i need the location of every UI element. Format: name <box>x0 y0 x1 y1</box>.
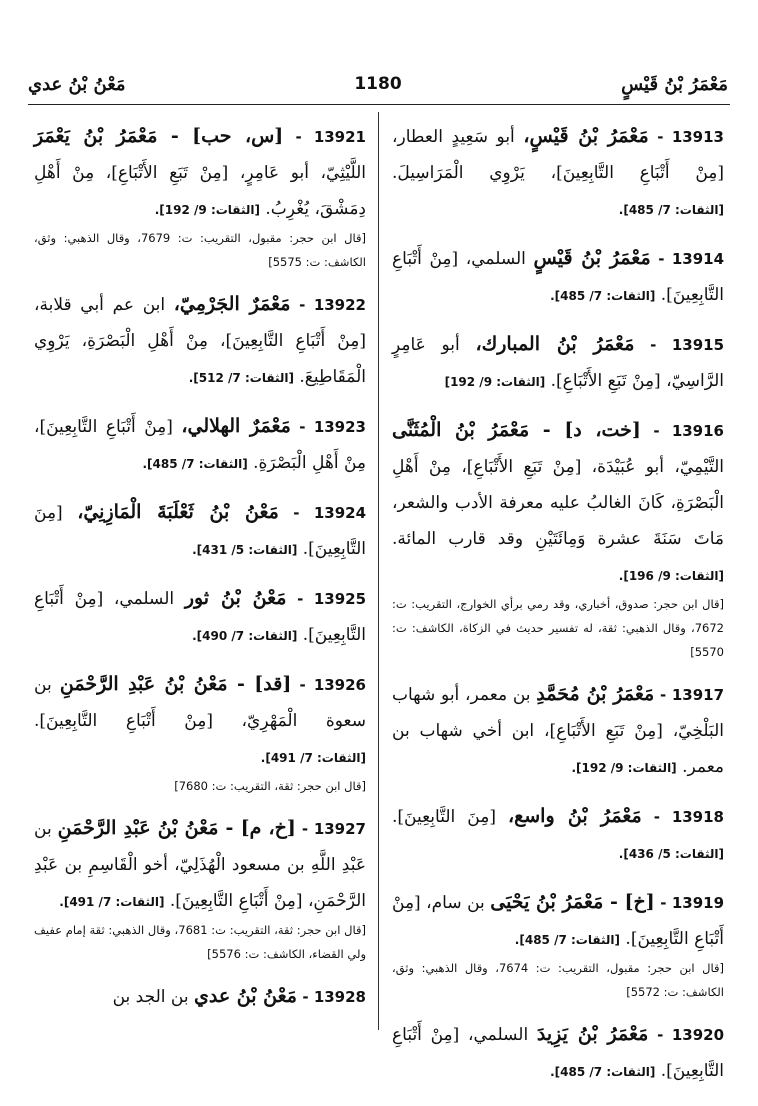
entry-number: 13915 - <box>650 336 725 354</box>
right-column <box>392 118 724 1102</box>
entry-number: 13914 - <box>658 250 725 268</box>
biography-entry <box>392 118 724 228</box>
source-reference: [الثقات: 9/ 196]. <box>618 569 724 583</box>
source-reference: [الثقات: 7/ 485]. <box>550 1065 656 1079</box>
narrator-name: [خ، م] - مَعْنُ بْنُ عَبْدِ الرَّحْمَنِ <box>57 817 296 839</box>
biography-entry <box>34 666 366 798</box>
header-right-entry: مَعْمَرُ بْنُ قَيْسٍ <box>621 74 728 95</box>
source-reference: [الثقات: 7/ 491]. <box>260 751 366 765</box>
running-header <box>28 74 728 104</box>
entry-number: 13926 - <box>299 676 366 694</box>
narrator-name: [خ] - مَعْمَرُ بْنُ يَحْيَى <box>490 891 655 913</box>
biography-entry <box>392 412 724 664</box>
biography-entry <box>392 1016 724 1090</box>
entry-text: [مِنَ التَّابِعِينَ]. <box>392 807 496 827</box>
entry-number: 13924 - <box>293 504 367 522</box>
entry-text: بن الجد بن <box>112 987 189 1007</box>
entry-number: 13921 - <box>295 128 366 146</box>
entry-text: بن سعوة الْمَهْرِيّ، [مِنْ أَتْبَاعِ التَّابِعِينَ]. <box>34 675 366 731</box>
narrator-name: مَعْمَرُ بْنُ مُحَمَّدِ <box>536 683 655 705</box>
entry-text: السلمي، [مِنْ أَتْبَاعِ التَّابِعِينَ]. <box>392 1025 724 1081</box>
column-divider <box>378 112 379 1030</box>
biography-entry <box>392 326 724 400</box>
entry-text: السلمي، [مِنْ أَتْبَاعِ التَّابِعِينَ]. <box>392 249 724 305</box>
source-reference: [الثقات: 7/ 490]. <box>192 629 298 643</box>
header-left-entry: مَعْنُ بْنُ عدي <box>28 74 126 95</box>
entry-text: بن معمر، أبو شهاب البَلْخِيّ، [مِنْ تَبَعِ الأَتْبَاعِ]، ابن أخي شهاب بن معمر. <box>392 685 724 777</box>
left-column <box>34 118 366 1027</box>
entry-number: 13920 - <box>657 1026 725 1044</box>
footnote: [قال ابن حجر: صدوق، أخباري، وقد رمي برأي الخوارج، التقريب: ت: 7672، وقال الذهبي: ثقة، له تفسير حديث في الزكاة، الكاشف: ت: 5570] <box>392 597 724 659</box>
entry-number: 13913 - <box>657 128 724 146</box>
entry-text: [مِنْ أَتْبَاعِ التَّابِعِينَ]، مِنْ أَهْلِ الْبَصْرَةِ. <box>34 417 366 473</box>
biography-entry <box>392 884 724 1004</box>
entry-text: بن سام، [مِنْ أَتْبَاعِ التَّابِعِينَ]. <box>392 893 724 949</box>
narrator-name: مَعْنُ بْنُ ثور <box>184 587 287 609</box>
entry-text: أبو عَامِرٍ الرَّاسِيّ، [مِنْ تَبَعِ الأَتْبَاعِ]. <box>392 335 724 391</box>
narrator-name: [خت، د] - مَعْمَرُ بْنُ الْمُثَنَّى <box>392 419 641 441</box>
source-reference: [الثقات: 9/ 192] <box>444 375 546 389</box>
narrator-name: مَعْمَرُ بْنُ المبارك، <box>475 333 635 355</box>
entry-text: [مِنَ التَّابِعِينَ]. <box>34 503 366 559</box>
source-reference: [الثقات: 7/ 485]. <box>550 289 656 303</box>
footnote: [قال ابن حجر: ثقة، التقريب: ت: 7680] <box>174 779 366 793</box>
narrator-name: [قد] - مَعْنُ بْنُ عَبْدِ الرَّحْمَنِ <box>59 673 292 695</box>
source-reference: [الثقات: 7/ 485]. <box>618 203 724 217</box>
entry-number: 13927 - <box>301 820 366 838</box>
entry-number: 13917 - <box>660 686 725 704</box>
source-reference: [الثقات: 7/ 491]. <box>59 895 165 909</box>
header-rule <box>28 104 730 105</box>
entry-number: 13916 - <box>653 422 724 440</box>
narrator-name: [س، حب] - مَعْمَرُ بْنُ يَعْمَرَ <box>34 125 284 147</box>
footnote: [قال ابن حجر: ثقة، التقريب: ت: 7681، وقال الذهبي: ثقة إمام عفيف ولي القضاء، الكاشف: ت: 5576] <box>34 923 366 961</box>
narrator-name: مَعْنُ بْنُ ثَعْلَبَةَ الْمَازِنِيّ، <box>77 501 279 523</box>
biography-entry <box>392 240 724 314</box>
source-reference: [الثقات: 7/ 512]. <box>188 371 294 385</box>
entry-number: 13922 - <box>299 296 366 314</box>
entry-text: اللَّيْثِيّ، أبو عَامِرٍ، [مِنْ تَبَعِ الأَتْبَاعِ]، مِنْ أَهْلِ دِمَشْقَ، يُغْرِبُ. <box>34 163 366 219</box>
entry-text: التَّيْمِيّ، أبو عُبَيْدَة، [مِنْ تَبَعِ الأَتْبَاعِ]، مِنْ أَهْلِ الْبَصْرَةِ، كَانَ الغالبُ عليه معرفة الأدب والشعر، مَاتَ سَنَةَ عشرة وَمِائَتَيْنِ وقد قارب المائة. <box>392 457 724 549</box>
biography-entry <box>34 810 366 966</box>
entry-number: 13925 - <box>297 590 367 608</box>
entry-number: 13923 - <box>299 418 366 436</box>
footnote: [قال ابن حجر: مقبول، التقريب: ت: 7674، وقال الذهبي: وثق، الكاشف: ت: 5572] <box>392 961 724 999</box>
entry-text: السلمي، [مِنْ أَتْبَاعِ التَّابِعِينَ]. <box>34 589 366 645</box>
page-number: 1180 <box>354 74 402 94</box>
biography-entry <box>392 798 724 872</box>
biography-entry <box>34 978 366 1015</box>
narrator-name: مَعْمَرُ بْنُ واسع، <box>508 805 642 827</box>
source-reference: [الثقات: 5/ 436]. <box>618 847 724 861</box>
footnote: [قال ابن حجر: مقبول، التقريب: ت: 7679، وقال الذهبي: وثق، الكاشف: ت: 5575] <box>34 231 366 269</box>
narrator-name: مَعْمَرُ بْنُ قَيْسٍ، <box>523 125 649 147</box>
biography-entry <box>34 580 366 654</box>
entry-number: 13918 - <box>653 808 724 826</box>
biography-entry <box>34 118 366 274</box>
source-reference: [الثقات: 9/ 192]. <box>154 203 260 217</box>
entry-number: 13919 - <box>660 894 725 912</box>
biography-entry <box>34 494 366 568</box>
narrator-name: مَعْمَرٌ الهلالي، <box>181 415 291 437</box>
source-reference: [الثقات: 9/ 192]. <box>571 761 677 775</box>
entry-text: بن عَبْدِ اللَّهِ بن مسعود الْهُذَلِيّ، أخو الْقَاسِمِ بن عَبْدِ الرَّحْمَنِ، [مِنْ أَتْبَاعِ التَّابِعِينَ]. <box>34 819 366 911</box>
entry-text: ابن عم أبي قلابة، [مِنْ أَتْبَاعِ التَّابِعِينَ]، مِنْ أَهْلِ الْبَصْرَةِ، يَرْوِي الْمَقَاطِيعَ. <box>34 295 366 387</box>
narrator-name: مَعْمَرُ بْنُ يَزِيدَ <box>536 1023 649 1045</box>
biography-entry <box>392 676 724 786</box>
entry-number: 13928 - <box>302 988 366 1006</box>
source-reference: [الثقات: 5/ 431]. <box>192 543 298 557</box>
biography-entry <box>34 286 366 396</box>
source-reference: [الثقات: 7/ 485]. <box>142 457 248 471</box>
narrator-name: مَعْنُ بْنُ عدي <box>193 985 297 1007</box>
narrator-name: مَعْمَرُ بْنُ قَيْسٍ <box>533 247 651 269</box>
entry-text: أبو سَعِيدٍ العطار، [مِنْ أَتْبَاعِ التَّابِعِينَ]، يَرْوِي الْمَرَاسِيلَ. <box>392 127 724 183</box>
narrator-name: مَعْمَرٌ الجَرْمِيّ، <box>173 293 291 315</box>
biography-entry <box>34 408 366 482</box>
source-reference: [الثقات: 7/ 485]. <box>514 933 621 947</box>
